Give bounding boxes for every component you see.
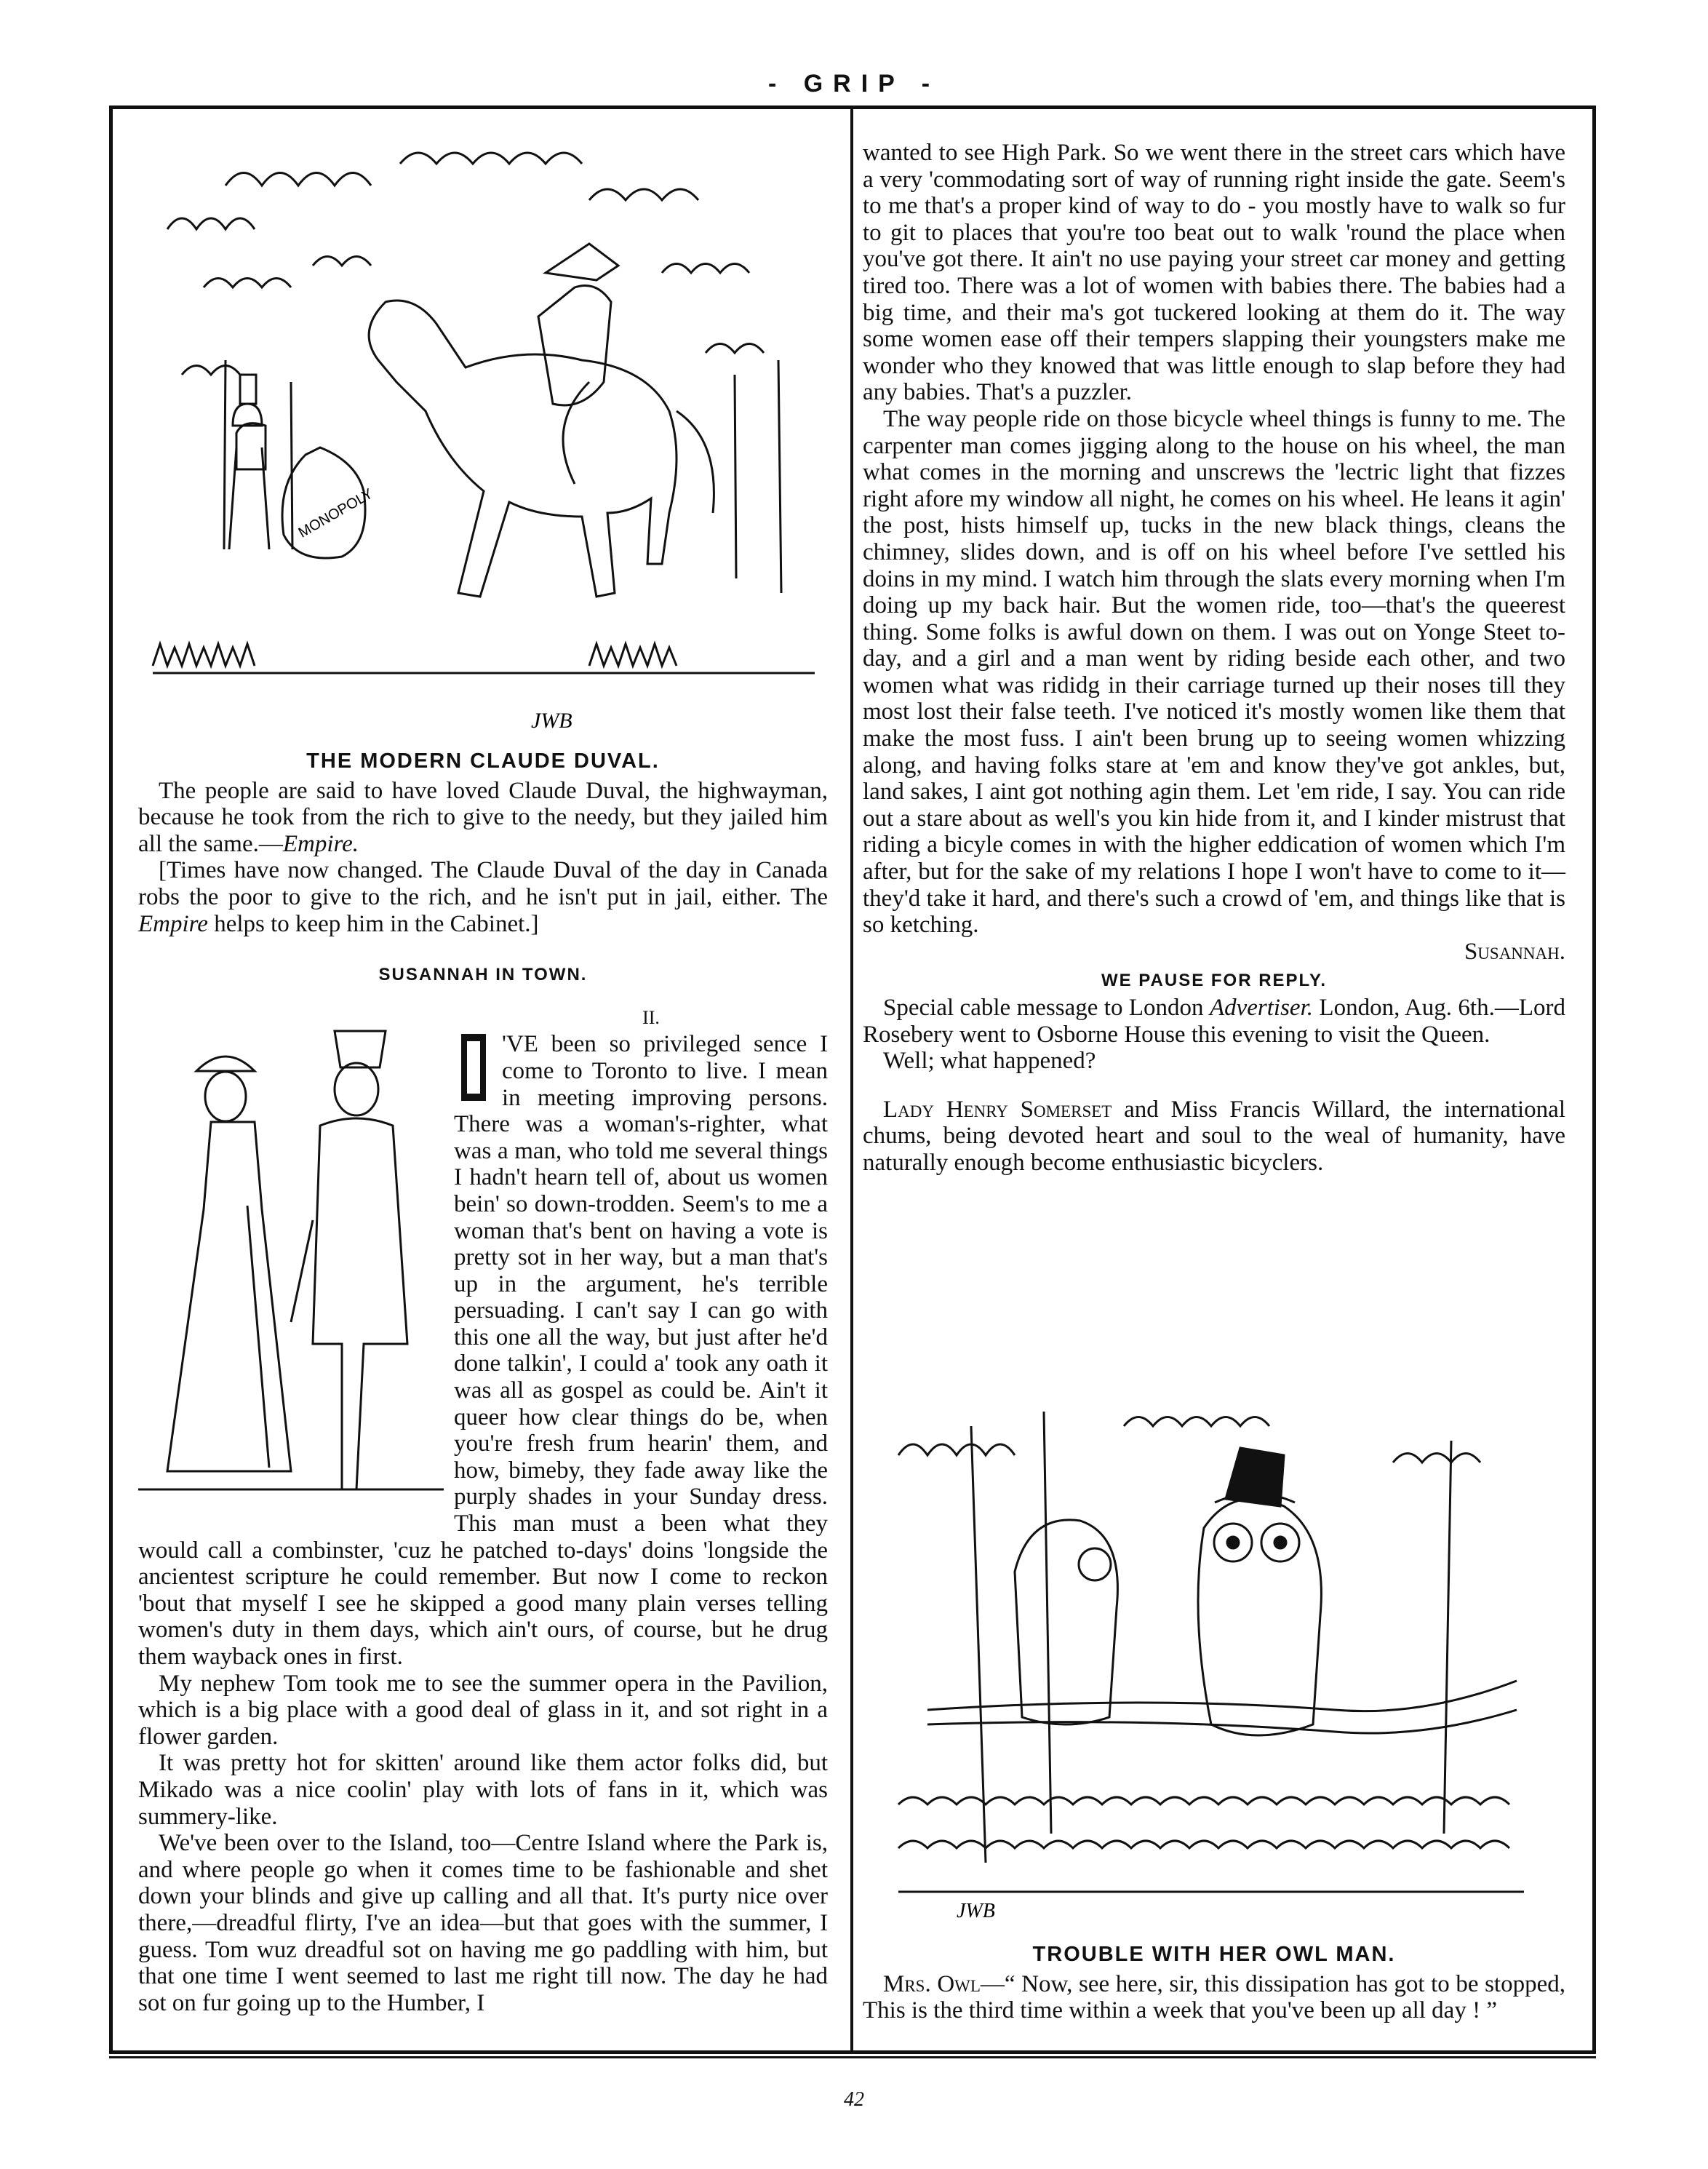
page-number: 42 <box>844 2088 864 2111</box>
pause-heading: WE PAUSE FOR REPLY. <box>1101 971 1328 991</box>
susannah-paragraph-1: 'VE been so privileged sence I come to Toronto to live. I mean in meeting improving persons. There was a woman's-righter, what was a man, who told me several things I hadn't hearn tell of, about us women bein' so down-trodden. Seem's to me a woman that's bent on having a vote is pretty sot in her way, but a man that's up in the argument, he's terrible persuading. I can't say I can go with this one all the way, but just after he'd done talkin', I could a' took any oath it was all as gospel as could be. Ain't it queer how clear things do be, when you're fresh frum hearin' them, and how, bimeby, they fade away like the purply shades in your Sunday dress. This man must a been what they would call a combinster, 'cuz he patched to-days' doins 'longside the ancientest scripture he could remember. But now I come to reckon 'bout that myself I see he skipped a good many plain verses telling women's duty in them days, which ain't ours, of course, but he drug them wayback ones in first. <box>138 1031 828 1670</box>
owl-caption: Mrs. Owl—“ Now, see here, sir, this dissipation has got to be stopped, This is the third time within a week that you've been up all day ! ” <box>863 1970 1565 2024</box>
right-column <box>863 140 1565 1177</box>
bag-label: MONOPOLY <box>295 485 376 541</box>
frame-bottom-rule <box>109 2056 1596 2058</box>
susannah-continued-1: wanted to see High Park. So we went there in the street cars which have a very 'commodating sort of way of running right inside the gate. Seem's to me that's a proper kind of way to do - you mostly have to walk so fur to git to places that you're too beat out to walk 'round the place when you've got there. It ain't no use paying your street car money and getting tired too. There was a lot of women with babies there. The babies had a big time, and their ma's got tuckered looking at them do it. The way some women ease off their tempers slapping their youngsters make me wonder who they knowed that was little enough to slap before they had any babies. That's a puzzler. <box>863 140 1565 406</box>
owl-artist-signature: JWB <box>957 1900 995 1922</box>
susannah-paragraph-4: We've been over to the Island, too—Centre Island where the Park is, and where people go when it comes time to be fashionable and shet down your blinds and give up calling and all that. It's purty nice over there,—dreadful flirty, I've an idea—but that goes with the summer, I guess. Tom wuz dreadful sot on having me go paddling with him, but that one time I went seemed to last me right till now. The day he had sot on fur going up to the Humber, I <box>138 1830 828 2016</box>
claude-duval-heading: THE MODERN CLAUDE DUVAL. <box>306 749 660 773</box>
owl-caption-block <box>863 1941 1565 2024</box>
claude-duval-cartoon <box>138 142 829 746</box>
artist-signature: JWB <box>531 709 572 733</box>
masthead: - GRIP - <box>767 70 941 97</box>
pause-paragraph-2: Well; what happened? <box>883 1048 1096 1075</box>
pause-paragraph-1: Special cable message to London Advertiser. London, Aug. 6th.—Lord Rosebery went to Osborne House this evening to visit the Queen. <box>863 995 1565 1048</box>
drop-cap-i <box>454 1031 493 1104</box>
susannah-paragraph-2: My nephew Tom took me to see the summer opera in the Pavilion, which is a big place with a good deal of glass in it, and sot right in a flower garden. <box>138 1670 828 1750</box>
couple-illustration <box>138 1002 444 1511</box>
susannah-heading: SUSANNAH IN TOWN. <box>378 965 588 985</box>
owl-cartoon <box>884 1397 1539 1928</box>
owl-heading: TROUBLE WITH HER OWL MAN. <box>1032 1943 1396 1966</box>
somerset-paragraph: Lady Henry Somerset and Miss Francis Willard, the international chums, being devoted heart and soul to the weal of humanity, have naturally enough become enthusiastic bicyclers. <box>863 1096 1565 1176</box>
susannah-paragraph-3: It was pretty hot for skitten' around like them actor folks did, but Mikado was a nice coolin' play with lots of fans in it, which was summery-like. <box>138 1750 828 1830</box>
claude-duval-paragraph-1: The people are said to have loved Claude Duval, the highwayman, because he took from the rich to give to the needy, but they jailed him all the same.—Empire. <box>138 777 828 857</box>
left-column <box>138 748 828 2016</box>
claude-duval-paragraph-2: [Times have now changed. The Claude Duval of the day in Canada robs the poor to give to the rich, and he isn't put in jail, either. The Empire helps to keep him in the Cabinet.] <box>138 857 828 937</box>
susannah-signature: Susannah. <box>1464 938 1565 965</box>
susannah-continued-2: The way people ride on those bicycle wheel things is funny to me. The carpenter man comes jigging along to the house on his wheel, the man what comes in the morning and unscrews the 'lectric light that fizzes right afore my window all night, he comes on his wheel. He leans it agin' the post, hists himself up, tucks in the new black things, cleans the chimney, slides down, and is off on his wheel before I've settled his doins in my mind. I watch him through the slats every morning when I'm doing up my back hair. But the women ride, too—that's the queerest thing. Some folks is awful down on them. I was out on Yonge Steet to-day, and a girl and a man went by riding beside each other, and two women what was rididg in their carriage turned up their noses till they most lost their false teeth. I've noticed it's mostly women like them that make the most fuss. I ain't been brung up to seeing women whizzing along, and having folks stare at 'em and know they've got ankles, but, land sakes, I aint got nothing agin them. Let 'em ride, I say. You can ride out a stare about as well's you kin hide from it, and I kinder mistrust that riding a bicyle comes in with the higher eddication of women which I'm after, but for the sake of my relations I hope I won't have to come to it—they'd take it hard, and there's such a crowd of 'em, and things like that is so ketching. <box>863 405 1565 939</box>
chapter-number: II. <box>642 1006 660 1028</box>
column-divider <box>850 109 853 2050</box>
